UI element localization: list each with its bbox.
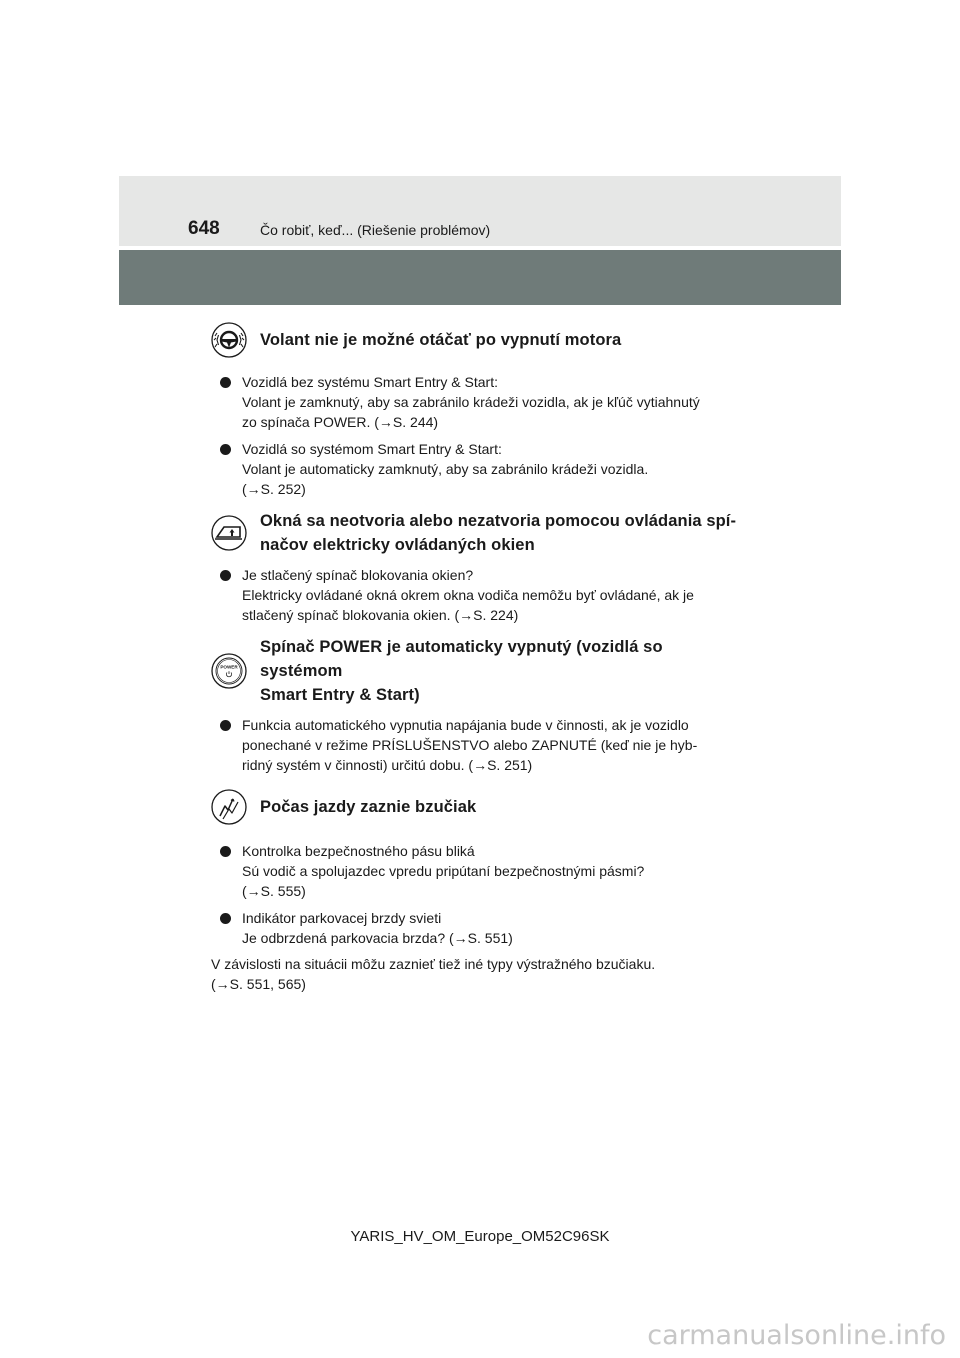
section-title-line: Spínač POWER je automaticky vypnutý (vozidlá so systémom bbox=[260, 638, 663, 680]
bullet bbox=[220, 377, 231, 388]
item-line: ridný systém v činnosti) určitú dobu. (→S. 251) bbox=[242, 757, 533, 773]
section-windows bbox=[211, 509, 745, 625]
item-line: Je odbrzdená parkovacia brzda? (→S. 551) bbox=[242, 930, 513, 946]
item-line: Funkcia automatického vypnutia napájania bude v činnosti, ak je vozidlo bbox=[242, 717, 689, 733]
section-title-line: Okná sa neotvoria alebo nezatvoria pomocou ovládania spí- bbox=[260, 512, 737, 530]
list-item bbox=[211, 372, 745, 432]
section-title-line: Smart Entry & Start) bbox=[260, 686, 420, 704]
section-title bbox=[260, 635, 745, 707]
page-content bbox=[211, 322, 745, 994]
power-window-icon bbox=[211, 515, 247, 551]
item-line: Indikátor parkovacej brzdy svieti bbox=[242, 910, 442, 926]
power-label: POWER bbox=[220, 664, 238, 670]
list-item bbox=[211, 715, 745, 775]
section-header bbox=[211, 635, 745, 707]
chapter-title: Čo robiť, keď... (Riešenie problémov) bbox=[260, 222, 491, 238]
item-line: Kontrolka bezpečnostného pásu bliká bbox=[242, 843, 475, 859]
item-line: Vozidlá so systémom Smart Entry & Start: bbox=[242, 441, 502, 457]
bullet bbox=[220, 570, 231, 581]
note-line: (→S. 551, 565) bbox=[211, 976, 306, 992]
section-steering bbox=[211, 322, 745, 499]
section-title: Volant nie je možné otáčať po vypnutí motora bbox=[260, 331, 622, 349]
item-line: Vozidlá bez systému Smart Entry & Start: bbox=[242, 374, 498, 390]
item-line: Je stlačený spínač blokovania okien? bbox=[242, 567, 474, 583]
section-title-line: načov elektricky ovládaných okien bbox=[260, 536, 535, 554]
item-line: (→S. 252) bbox=[242, 481, 306, 497]
steering-wheel-lock-icon bbox=[211, 322, 247, 358]
item-line: Volant je zamknutý, aby sa zabránilo krádeži vozidla, ak je kľúč vytiahnutý bbox=[242, 394, 700, 410]
item-line: zo spínača POWER. (→S. 244) bbox=[242, 414, 439, 430]
item-line: (→S. 555) bbox=[242, 883, 306, 899]
item-line: ponechané v režime PRÍSLUŠENSTVO alebo ZAPNUTÉ (keď nie je hyb- bbox=[242, 737, 698, 753]
note-line: V závislosti na situácii môžu zaznieť tiež iné typy výstražného bzučiaku. bbox=[211, 956, 656, 972]
note bbox=[211, 954, 745, 994]
document-id: YARIS_HV_OM_Europe_OM52C96SK bbox=[350, 1228, 610, 1245]
item-line: Sú vodič a spolujazdec vpredu pripútaní bezpečnostnými pásmi? bbox=[242, 863, 645, 879]
section-title bbox=[260, 509, 736, 557]
power-switch-icon bbox=[211, 653, 247, 689]
list-item bbox=[211, 565, 745, 625]
section-header bbox=[211, 789, 745, 825]
section-title: Počas jazdy zaznie bzučiak bbox=[260, 798, 477, 816]
item-line: Elektricky ovládané okná okrem okna vodiča nemôžu byť ovládané, ak je bbox=[242, 587, 694, 603]
list-item bbox=[211, 841, 745, 901]
bullet bbox=[220, 444, 231, 455]
list-item bbox=[211, 439, 745, 499]
section-header bbox=[211, 322, 745, 358]
bullet bbox=[220, 846, 231, 857]
bullet bbox=[220, 913, 231, 924]
buzzer-icon bbox=[211, 789, 247, 825]
page-number: 648 bbox=[188, 218, 220, 239]
item-line: Volant je automaticky zamknutý, aby sa zabránilo krádeži vozidla. bbox=[242, 461, 649, 477]
section-bar bbox=[119, 250, 841, 305]
section-buzzer bbox=[211, 789, 745, 994]
watermark: carmanualsonline.info bbox=[647, 1320, 946, 1351]
section-power-switch bbox=[211, 635, 745, 775]
section-header bbox=[211, 509, 745, 557]
item-line: stlačený spínač blokovania okien. (→S. 224) bbox=[242, 607, 519, 623]
bullet bbox=[220, 720, 231, 731]
list-item bbox=[211, 908, 745, 948]
